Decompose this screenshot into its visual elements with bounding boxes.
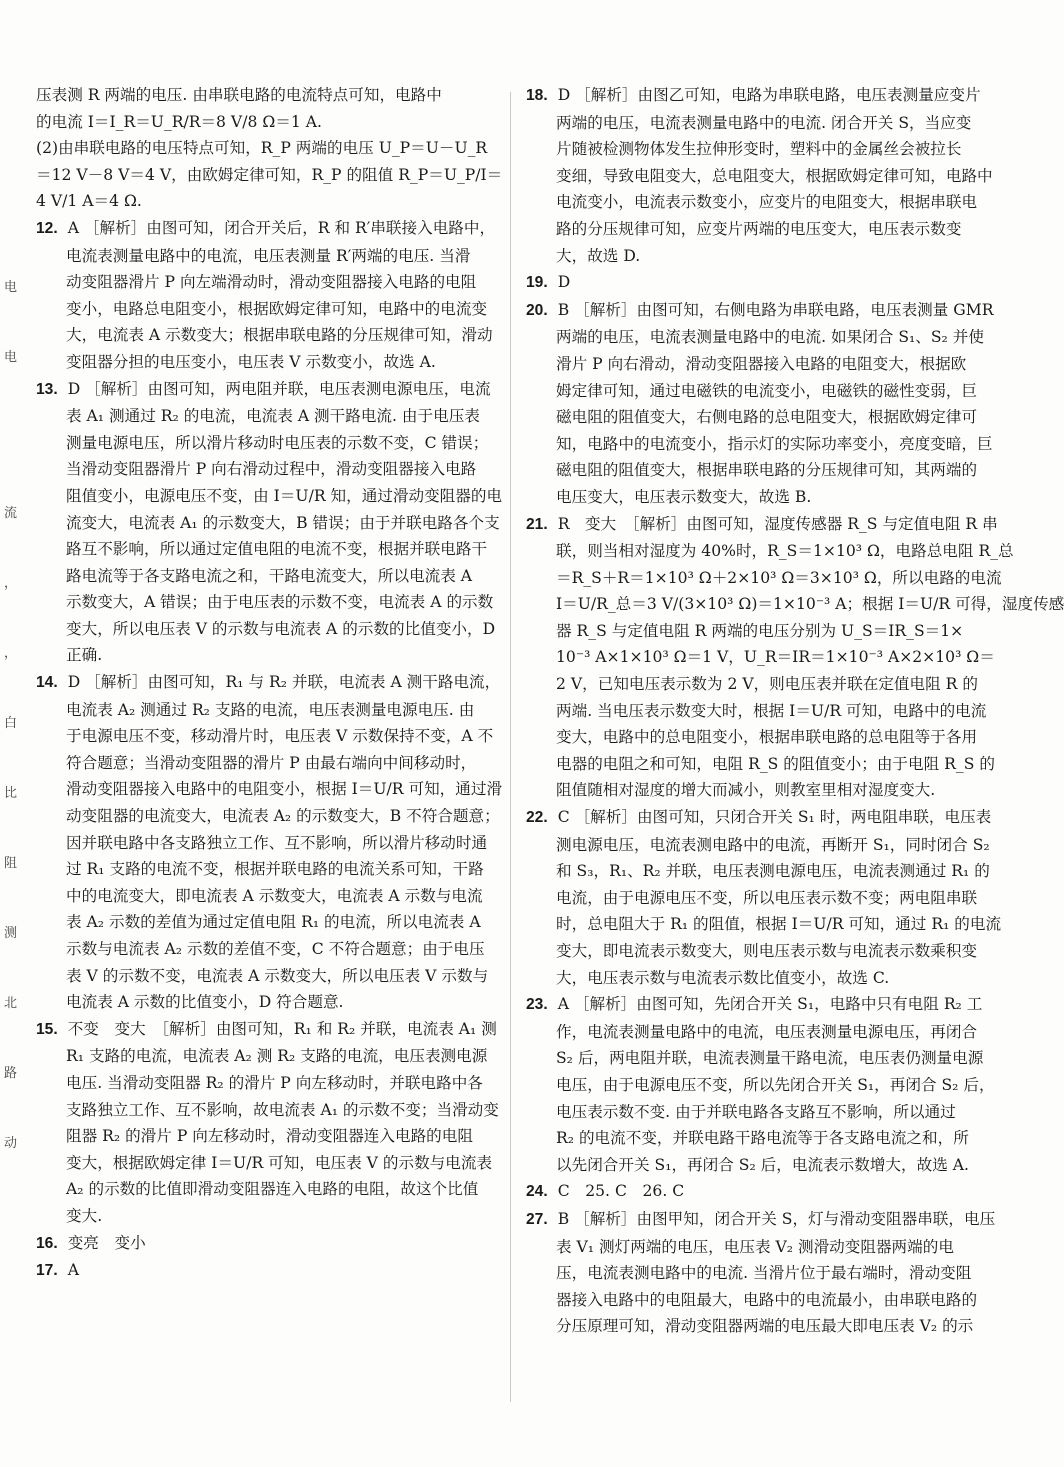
answer-line <box>36 349 498 376</box>
answer-line <box>36 989 498 1016</box>
question-number: 24. <box>526 1183 548 1201</box>
answer-line <box>36 1016 498 1044</box>
answer-line <box>526 1234 984 1261</box>
answer-line <box>526 511 998 539</box>
answer-line <box>526 804 992 832</box>
line-text: I＝U/R_总＝3 V/(3×10³ Ω)＝1×10⁻³ A；根据 I＝U/R 可得，湿度传感 <box>556 595 1064 614</box>
line-text: 2 V，已知电压表示数为 2 V，则电压表并联在定值电阻 R 的 <box>556 675 978 694</box>
answer-item-q27 <box>526 1206 996 1340</box>
question-number: 21. <box>526 515 548 533</box>
answer-line <box>526 404 984 431</box>
line-text: 10⁻³ A×1×10³ Ω＝1 V，U_R＝IR＝1×10⁻³ A×2×10³ Ω＝ <box>556 648 995 667</box>
line-text: 测量电源电压，所以滑片移动时电压表的示数不变，C 错误； <box>66 433 489 452</box>
answer-line <box>36 589 498 616</box>
line-text: 不变 变大 ［解析］由图可知，R₁ 和 R₂ 并联，电流表 A₁ 测 <box>67 1019 497 1038</box>
answer-line <box>526 777 984 804</box>
answer-line <box>526 1045 984 1072</box>
margin-char: 白 <box>4 716 18 731</box>
question-number: 18. <box>526 87 548 104</box>
answer-line <box>36 830 498 857</box>
question-number: 20. <box>526 301 548 319</box>
line-text: 电压，由于电源电压不变，所以先闭合开关 S₁，再闭合 S₂ 后， <box>556 1075 995 1094</box>
answer-line <box>526 565 1002 592</box>
answer-line <box>36 936 498 963</box>
line-text: 动变阻器的电流变大，电流表 A₂ 的示数变大，B 不符合题意； <box>66 807 500 826</box>
line-text: 大，故选 D. <box>556 246 641 265</box>
line-text: R₁ 支路的电流，电流表 A₂ 测 R₂ 支路的电流，电压表测电源 <box>66 1047 488 1066</box>
answer-line <box>526 965 984 992</box>
line-text: 和 S₃，R₁、R₂ 并联，电压表测电源电压，电流表测通过 R₁ 的 <box>556 862 990 881</box>
answer-item-q21 <box>526 511 1064 805</box>
left-column <box>36 82 503 1285</box>
answer-line <box>36 109 498 136</box>
line-text: 流变大，电流表 A₁ 的示数变大，B 错误；由于并联电路各个支 <box>66 513 500 532</box>
answer-line <box>36 1097 498 1124</box>
line-text: 变亮 变小 <box>67 1233 146 1252</box>
answer-line <box>526 378 984 405</box>
answer-line <box>36 1070 498 1097</box>
answer-line <box>526 351 984 378</box>
question-number: 19. <box>526 274 548 292</box>
margin-char: 阻 <box>4 856 18 871</box>
answer-line <box>36 563 498 590</box>
answer-line <box>36 403 498 430</box>
column-divider <box>510 92 511 1402</box>
line-text: 表 V₁ 测灯两端的电压，电压表 V₂ 测滑动变阻器两端的电 <box>556 1237 954 1256</box>
margin-char: 电 <box>4 280 18 295</box>
question-number: 23. <box>526 996 548 1014</box>
answer-line <box>36 296 498 323</box>
answer-line <box>526 110 984 137</box>
answer-line <box>36 883 498 910</box>
answer-line <box>526 538 1014 565</box>
line-text: R 变大 ［解析］由图可知，湿度传感器 R_S 与定值电阻 R 串 <box>557 514 998 533</box>
margin-char: 路 <box>4 1066 18 1081</box>
line-text: 滑动变阻器接入电路中的电阻变小，根据 I＝U/R 可知，通过滑 <box>66 780 503 799</box>
line-text: 变大，根据欧姆定律 I＝U/R 可知，电压表 V 的示数与电流表 <box>66 1153 493 1172</box>
answer-line <box>526 243 984 270</box>
line-text: 压，电流表测电路中的电流. 当滑片位于最右端时，滑动变阻 <box>556 1264 972 1283</box>
answer-line <box>526 698 987 725</box>
line-text: (2)由串联电路的电压特点可知，R_P 两端的电压 U_P＝U－U_R <box>36 139 488 158</box>
margin-char: 电 <box>4 350 18 365</box>
line-text: 表 A₂ 示数的差值为通过定值电阻 R₁ 的电流，所以电流表 A <box>66 913 481 932</box>
answer-line <box>526 431 993 458</box>
answer-item-q19 <box>526 269 984 297</box>
answer-line <box>36 750 498 777</box>
answer-line <box>526 911 1002 938</box>
answer-line <box>36 162 503 189</box>
line-text: 电压表示数不变. 由于并联电路各支路互不影响，所以通过 <box>556 1102 956 1121</box>
answer-item-q18 <box>526 82 993 269</box>
line-text: 磁电阻的阻值变大，根据串联电路的分压规律可知，其两端的 <box>556 461 978 480</box>
question-number: 13. <box>36 380 58 398</box>
line-text: 两端的电压，电流表测量电路中的电流. 如果闭合 S₁、S₂ 并使 <box>556 328 984 347</box>
line-text: A <box>67 1261 79 1280</box>
answer-line <box>36 963 498 990</box>
line-text: 作，电流表测量电路中的电流，电压表测量电源电压，再闭合 <box>556 1022 978 1041</box>
line-text: 正确. <box>66 646 103 665</box>
answer-line <box>526 1019 984 1046</box>
answer-line <box>36 483 503 510</box>
line-text: 中的电流变大，即电流表 A 示数变大，电流表 A 示数与电流 <box>66 886 483 905</box>
line-text: 压表测 R 两端的电压. 由串联电路的电流特点可知，电路中 <box>36 86 442 104</box>
answer-line <box>36 1043 498 1070</box>
line-text: 电流表测量电路中的电流，电压表测量 R′两端的电压. 当滑 <box>66 246 471 265</box>
answer-line <box>526 1287 984 1314</box>
answer-line <box>526 136 984 163</box>
line-text: 示数与电流表 A₂ 示数的差值不变，C 不符合题意；由于电压 <box>66 940 485 958</box>
line-text: 测电源电压，电流表测电路中的电流，再断开 S₁，同时闭合 S₂ <box>556 835 990 854</box>
answer-line <box>526 189 984 216</box>
answer-line <box>526 591 1064 618</box>
line-text: 分压原理可知，滑动变阻器两端的电压最大即电压表 V₂ 的示 <box>556 1317 974 1336</box>
line-text: 两端的电压，电流表测量电路中的电流. 闭合开关 S，当应变 <box>556 113 972 132</box>
answer-line <box>526 1072 995 1099</box>
line-text: A₂ 的示数的比值即滑动变阻器连入电路的电阻，故这个比值 <box>66 1180 479 1199</box>
line-text: 变小，电路总电阻变小，根据欧姆定律可知，电路中的电流变 <box>66 299 488 318</box>
line-text: 器接入电路中的电阻最大，电路中的电流最小，由串联电路的 <box>556 1290 978 1309</box>
answer-line <box>36 1176 498 1203</box>
line-text: 两端. 当电压表示数变大时，根据 I＝U/R 可知，电路中的电流 <box>556 701 987 720</box>
line-text: 4 V/1 A＝4 Ω. <box>36 192 142 211</box>
line-text: 器 R_S 与定值电阻 R 两端的电压分别为 U_S＝IR_S＝1× <box>556 621 964 640</box>
answer-line <box>526 1178 984 1206</box>
line-text: C 25. C 26. C <box>557 1182 685 1201</box>
answer-line <box>36 82 498 109</box>
line-text: 因并联电路中各支路独立工作、互不影响，所以滑片移动时通 <box>66 833 488 852</box>
answer-line <box>526 324 984 351</box>
margin-char: 动 <box>4 1136 18 1151</box>
line-text: 滑片 P 向右滑动，滑动变阻器接入电路的电阻变大，根据欧 <box>556 354 967 373</box>
question-number: 16. <box>36 1234 58 1252</box>
answer-item-q12 <box>36 215 498 376</box>
question-number: 15. <box>36 1020 58 1038</box>
line-text: 变大，电路中的总电阻变小，根据串联电路的总电阻等于各用 <box>556 728 978 747</box>
answer-line <box>526 858 990 885</box>
line-text: 阻器 R₂ 的滑片 P 向左移动时，滑动变阻器连入电路的电阻 <box>66 1127 473 1146</box>
line-text: 路互不影响，所以通过定值电阻的电流不变，根据并联电路干 <box>66 540 488 559</box>
answer-line <box>36 135 498 162</box>
line-text: S₂ 后，两电阻并联，电流表测量干路电流，电压表仍测量电源 <box>556 1049 984 1068</box>
line-text: 当滑动变阻器滑片 P 向右滑动过程中，滑动变阻器接入电路 <box>66 460 477 479</box>
answer-line <box>36 430 498 457</box>
answer-line <box>36 1257 498 1285</box>
line-text: 过 R₁ 支路的电流不变，根据并联电路的电流关系可知，干路 <box>66 860 484 879</box>
answer-item-q24-26 <box>526 1178 984 1206</box>
line-text: 电器的电阻之和可知，电阻 R_S 的阻值变小；由于电阻 R_S 的 <box>556 754 995 773</box>
line-text: 姆定律可知，通过电磁铁的电流变小，电磁铁的磁性变弱，巨 <box>556 381 978 400</box>
question-number: 22. <box>526 809 548 827</box>
answer-line <box>36 616 498 643</box>
line-text: 以先闭合开关 S₁，再闭合 S₂ 后，电流表示数增大，故选 A. <box>556 1155 969 1174</box>
answer-line <box>36 642 498 669</box>
line-text: 电流表 A₂ 测通过 R₂ 支路的电流，电压表测量电源电压. 由 <box>66 700 475 719</box>
answer-line <box>36 909 498 936</box>
line-text: 符合题意；当滑动变阻器的滑片 P 由最右端向中间移动时， <box>66 753 477 772</box>
line-text: 片随被检测物体发生拉伸形变时，塑料中的金属丝会被拉长 <box>556 140 962 159</box>
margin-char: 测 <box>4 926 18 941</box>
answer-line <box>36 456 498 483</box>
line-text: D ［解析］由图可知，两电阻并联，电压表测电源电压，电流 <box>67 379 491 398</box>
line-text: D ［解析］由图可知，R₁ 与 R₂ 并联，电流表 A 测干路电流， <box>67 673 501 692</box>
answer-line <box>526 991 984 1019</box>
answer-line <box>526 1125 984 1152</box>
line-text: 大，电流表 A 示数变大；根据串联电路的分压规律可知，滑动 <box>66 326 493 345</box>
question-number: 27. <box>526 1210 548 1228</box>
left-margin-bleed-text <box>4 280 18 1206</box>
answer-line <box>36 536 498 563</box>
answer-line <box>526 1099 984 1126</box>
line-text: 阻值变小，电源电压不变，由 I＝U/R 知，通过滑动变阻器的电 <box>66 486 503 505</box>
answer-line <box>36 1203 498 1230</box>
answer-line <box>526 618 984 645</box>
answer-line <box>526 1260 984 1287</box>
answer-line <box>526 216 984 243</box>
answer-line <box>36 723 498 750</box>
line-text: 示数变大，A 错误；由于电压表的示数不变，电流表 A 的示数 <box>66 593 494 612</box>
answer-line <box>36 269 498 296</box>
line-text: 变大. <box>66 1206 103 1225</box>
line-text: 变细，导致电阻变大，总电阻变大，根据欧姆定律可知，电路中 <box>556 166 993 185</box>
line-text: 表 V 的示数不变，电流表 A 示数变大，所以电压表 V 示数与 <box>66 966 489 985</box>
line-text: C ［解析］由图可知，只闭合开关 S₁ 时，两电阻串联，电压表 <box>557 808 992 827</box>
answer-item-q17 <box>36 1257 498 1285</box>
line-text: 大，电压表示数与电流表示数比值变小，故选 C. <box>556 968 890 987</box>
answer-line <box>36 510 498 537</box>
question-number: 14. <box>36 674 58 692</box>
answer-line <box>36 669 501 697</box>
answer-line <box>526 671 984 698</box>
question-number: 17. <box>36 1262 58 1280</box>
line-text: A ［解析］由图可知，闭合开关后，R 和 R′串联接入电路中， <box>67 218 496 237</box>
answer-line <box>36 1150 498 1177</box>
answer-line <box>36 1230 498 1258</box>
answer-line <box>36 243 498 270</box>
line-text: ＝12 V－8 V＝4 V，由欧姆定律可知，R_P 的阻值 R_P＝U_P/I＝ <box>36 165 503 184</box>
line-text: 阻值随相对湿度的增大而减小，则教室里相对湿度变大. <box>556 781 936 800</box>
line-text: 电流，由于电源电压不变，所以电压表示数不变；两电阻串联 <box>556 888 978 907</box>
line-text: 的电流 I＝I_R＝U_R/R＝8 V/8 Ω＝1 A. <box>36 112 322 131</box>
line-text: 变阻器分担的电压变小，电压表 V 示数变小，故选 A. <box>66 352 436 371</box>
line-text: 变大，所以电压表 V 的示数与电流表 A 的示数的比值变小，D <box>66 619 496 638</box>
answer-line <box>36 697 498 724</box>
line-text: 电压变大，电压表示数变大，故选 B. <box>556 487 812 506</box>
answer-line <box>526 297 994 325</box>
line-text: B ［解析］由图甲知，闭合开关 S，灯与滑动变阻器串联，电压 <box>557 1209 996 1228</box>
line-text: D <box>557 273 571 292</box>
right-column <box>526 82 1064 1340</box>
answer-line <box>526 1152 984 1179</box>
margin-char: ， <box>4 646 18 661</box>
answer-line <box>526 484 984 511</box>
answer-line <box>36 376 498 404</box>
answer-line <box>36 188 498 215</box>
line-text: 知，电路中的电流变小，指示灯的实际功率变小，亮度变暗，巨 <box>556 434 993 453</box>
answer-line <box>526 832 990 859</box>
margin-char: 比 <box>4 786 18 801</box>
line-text: R₂ 的电流不变，并联电路干路电流等于各支路电流之和，所 <box>556 1129 969 1148</box>
answer-line <box>526 885 984 912</box>
line-text: D ［解析］由图乙可知，电路为串联电路，电压表测量应变片 <box>557 86 981 104</box>
answer-line <box>36 215 498 243</box>
line-text: 于电源电压不变，移动滑片时，电压表 V 示数保持不变，A 不 <box>66 727 494 746</box>
answer-item-q15 <box>36 1016 498 1230</box>
margin-char: ， <box>4 576 18 591</box>
line-text: A ［解析］由图可知，先闭合开关 S₁，电路中只有电阻 R₂ 工 <box>557 995 983 1014</box>
answer-item-q23 <box>526 991 995 1178</box>
answer-line <box>526 724 984 751</box>
line-text: ＝R_S＋R＝1×10³ Ω＋2×10³ Ω＝3×10³ Ω，所以电路的电流 <box>556 568 1002 587</box>
answer-line <box>526 457 984 484</box>
line-text: 电流表 A 示数的比值变小，D 符合题意. <box>66 993 344 1012</box>
line-text: 表 A₁ 测通过 R₂ 的电流，电流表 A 测干路电流. 由于电压表 <box>66 407 480 426</box>
answer-item-cont-11 <box>36 82 503 215</box>
answer-line <box>526 644 995 671</box>
answer-line <box>36 803 498 830</box>
answer-item-q22 <box>526 804 1002 991</box>
answer-line <box>526 938 984 965</box>
line-text: 变大，即电流表示数变大，则电压表示数与电流表示数乘积变 <box>556 942 978 960</box>
line-text: 路的分压规律可知，应变片两端的电压变大，电压表示数变 <box>556 219 962 238</box>
answer-item-q16 <box>36 1230 498 1258</box>
answer-line <box>36 1123 498 1150</box>
answer-line <box>526 1313 984 1340</box>
line-text: 动变阻器滑片 P 向左端滑动时，滑动变阻器接入电路的电阻 <box>66 273 477 292</box>
answer-item-q14 <box>36 669 503 1016</box>
answer-line <box>36 322 498 349</box>
answer-line <box>526 1206 996 1234</box>
answer-line <box>526 751 995 778</box>
margin-char: 流 <box>4 506 18 521</box>
answer-line <box>36 776 503 803</box>
line-text: 联，则当相对湿度为 40%时，R_S＝1×10³ Ω，电路总电阻 R_总 <box>556 542 1014 561</box>
line-text: 电流变小，电流表示数变小，应变片的电阻变大，根据串联电 <box>556 193 978 212</box>
answer-line <box>526 163 993 190</box>
margin-char: 北 <box>4 996 18 1011</box>
line-text: 电压. 当滑动变阻器 R₂ 的滑片 P 向左移动时，并联电路中各 <box>66 1073 483 1092</box>
answer-line <box>36 856 498 883</box>
answer-line <box>526 269 984 297</box>
question-number: 12. <box>36 219 58 237</box>
line-text: B ［解析］由图可知，右侧电路为串联电路，电压表测量 GMR <box>557 300 994 319</box>
line-text: 支路独立工作、互不影响，故电流表 A₁ 的示数不变；当滑动变 <box>66 1100 499 1119</box>
answer-item-q20 <box>526 297 994 511</box>
line-text: 路电流等于各支路电流之和，干路电流变大，所以电流表 A <box>66 566 473 585</box>
answer-item-q13 <box>36 376 503 670</box>
line-text: 时，总电阻大于 R₁ 的阻值，根据 I＝U/R 可知，通过 R₁ 的电流 <box>556 915 1002 934</box>
answer-line <box>526 82 984 110</box>
line-text: 磁电阻的阻值变大，右侧电路的总电阻变大，根据欧姆定律可 <box>556 408 978 427</box>
